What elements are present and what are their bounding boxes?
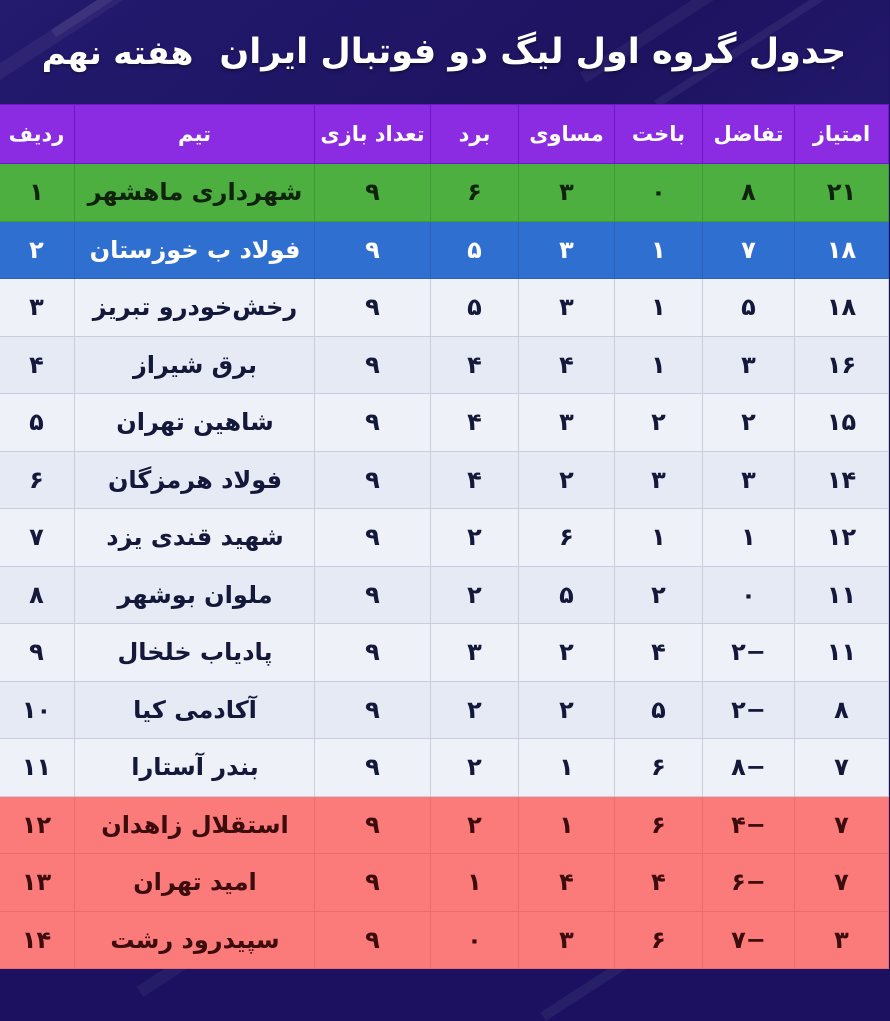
cell-draw: ۲ [520,451,616,509]
cell-team: پادیاب خلخال [76,624,316,682]
cell-diff: ۳ [704,336,796,394]
cell-rank: ۱۳ [0,854,76,912]
table-row [0,566,890,624]
table-header-row [0,105,890,164]
cell-played: ۹ [316,796,432,854]
cell-played: ۹ [316,681,432,739]
table-row [0,739,890,797]
cell-rank: ۹ [0,624,76,682]
column-header-rank: ردیف [0,105,76,164]
cell-points: ۱۸ [796,221,890,279]
cell-points: ۱۱ [796,566,890,624]
table-row [0,336,890,394]
column-header-draw: مساوی [520,105,616,164]
cell-loss: ۶ [616,796,704,854]
cell-rank: ۱۲ [0,796,76,854]
cell-played: ۹ [316,279,432,337]
cell-win: ۵ [432,221,520,279]
cell-played: ۹ [316,624,432,682]
cell-played: ۹ [316,509,432,567]
cell-rank: ۱۱ [0,739,76,797]
cell-win: ۲ [432,681,520,739]
table-row [0,279,890,337]
cell-diff: −۷ [704,911,796,969]
cell-diff: −۲ [704,624,796,682]
cell-played: ۹ [316,854,432,912]
table-row [0,624,890,682]
cell-rank: ۱۴ [0,911,76,969]
table-row [0,509,890,567]
cell-draw: ۳ [520,221,616,279]
table-row [0,394,890,452]
footer-bar [0,922,890,961]
cell-draw: ۲ [520,681,616,739]
table-row [0,854,890,912]
cell-diff: ۷ [704,221,796,279]
cell-team: سپیدرود رشت [76,911,316,969]
cell-team: شهرداری ماهشهر [76,164,316,222]
cell-win: ۶ [432,164,520,222]
cell-points: ۸ [796,681,890,739]
cell-diff: ۰ [704,566,796,624]
cell-played: ۹ [316,221,432,279]
cell-diff: ۲ [704,394,796,452]
column-header-loss: باخت [616,105,704,164]
cell-team: امید تهران [76,854,316,912]
cell-draw: ۳ [520,164,616,222]
table-row [0,796,890,854]
cell-points: ۷ [796,739,890,797]
column-header-diff: تفاضل [704,105,796,164]
cell-team: فولاد هرمزگان [76,451,316,509]
cell-diff: −۲ [704,681,796,739]
cell-win: ۵ [432,279,520,337]
cell-points: ۷ [796,854,890,912]
cell-team: استقلال زاهدان [76,796,316,854]
cell-draw: ۱ [520,739,616,797]
cell-played: ۹ [316,451,432,509]
cell-played: ۹ [316,739,432,797]
cell-rank: ۴ [0,336,76,394]
cell-team: برق شیراز [76,336,316,394]
cell-draw: ۱ [520,796,616,854]
cell-points: ۱۵ [796,394,890,452]
cell-rank: ۲ [0,221,76,279]
cell-points: ۳ [796,911,890,969]
cell-win: ۰ [432,911,520,969]
table-row [0,221,890,279]
column-header-played: تعداد بازی [316,105,432,164]
cell-loss: ۳ [616,451,704,509]
cell-diff: −۸ [704,739,796,797]
cell-played: ۹ [316,566,432,624]
cell-points: ۱۸ [796,279,890,337]
cell-points: ۱۲ [796,509,890,567]
cell-diff: −۴ [704,796,796,854]
cell-rank: ۷ [0,509,76,567]
cell-win: ۲ [432,796,520,854]
cell-draw: ۵ [520,566,616,624]
cell-points: ۲۱ [796,164,890,222]
cell-loss: ۲ [616,394,704,452]
cell-loss: ۶ [616,911,704,969]
cell-team: ملوان بوشهر [76,566,316,624]
cell-loss: ۴ [616,624,704,682]
cell-win: ۳ [432,624,520,682]
cell-team: رخش‌خودرو تبریز [76,279,316,337]
cell-diff: ۵ [704,279,796,337]
table-row [0,451,890,509]
matchweek-label: هفته نهم [42,32,195,72]
cell-draw: ۴ [520,336,616,394]
cell-loss: ۶ [616,739,704,797]
cell-rank: ۳ [0,279,76,337]
cell-win: ۴ [432,451,520,509]
cell-loss: ۲ [616,566,704,624]
cell-team: شاهین تهران [76,394,316,452]
cell-points: ۱۶ [796,336,890,394]
cell-diff: ۱ [704,509,796,567]
cell-loss: ۵ [616,681,704,739]
cell-rank: ۸ [0,566,76,624]
cell-played: ۹ [316,336,432,394]
page-header [0,0,890,104]
cell-loss: ۱ [616,221,704,279]
cell-diff: ۸ [704,164,796,222]
cell-draw: ۲ [520,624,616,682]
cell-rank: ۱۰ [0,681,76,739]
cell-draw: ۳ [520,394,616,452]
cell-played: ۹ [316,164,432,222]
table-row [0,681,890,739]
cell-loss: ۰ [616,164,704,222]
standings-table-container [0,104,890,954]
cell-diff: −۶ [704,854,796,912]
cell-team: بندر آستارا [76,739,316,797]
cell-win: ۱ [432,854,520,912]
cell-rank: ۶ [0,451,76,509]
column-header-points: امتیاز [796,105,890,164]
cell-loss: ۴ [616,854,704,912]
page-title: جدول گروه اول لیگ دو فوتبال ایران [220,32,848,72]
cell-win: ۲ [432,739,520,797]
cell-draw: ۴ [520,854,616,912]
cell-points: ۷ [796,796,890,854]
cell-win: ۲ [432,566,520,624]
cell-win: ۲ [432,509,520,567]
cell-draw: ۶ [520,509,616,567]
cell-played: ۹ [316,911,432,969]
cell-win: ۴ [432,336,520,394]
cell-diff: ۳ [704,451,796,509]
cell-rank: ۵ [0,394,76,452]
column-header-team: تیم [76,105,316,164]
cell-team: شهید قندی یزد [76,509,316,567]
standings-table [0,104,890,969]
cell-win: ۴ [432,394,520,452]
cell-team: آکادمی کیا [76,681,316,739]
table-body [0,164,890,969]
cell-draw: ۳ [520,911,616,969]
column-header-win: برد [432,105,520,164]
cell-loss: ۱ [616,336,704,394]
cell-points: ۱۴ [796,451,890,509]
cell-played: ۹ [316,394,432,452]
cell-loss: ۱ [616,509,704,567]
cell-rank: ۱ [0,164,76,222]
cell-draw: ۳ [520,279,616,337]
cell-loss: ۱ [616,279,704,337]
cell-team: فولاد ب خوزستان [76,221,316,279]
cell-points: ۱۱ [796,624,890,682]
table-row [0,164,890,222]
